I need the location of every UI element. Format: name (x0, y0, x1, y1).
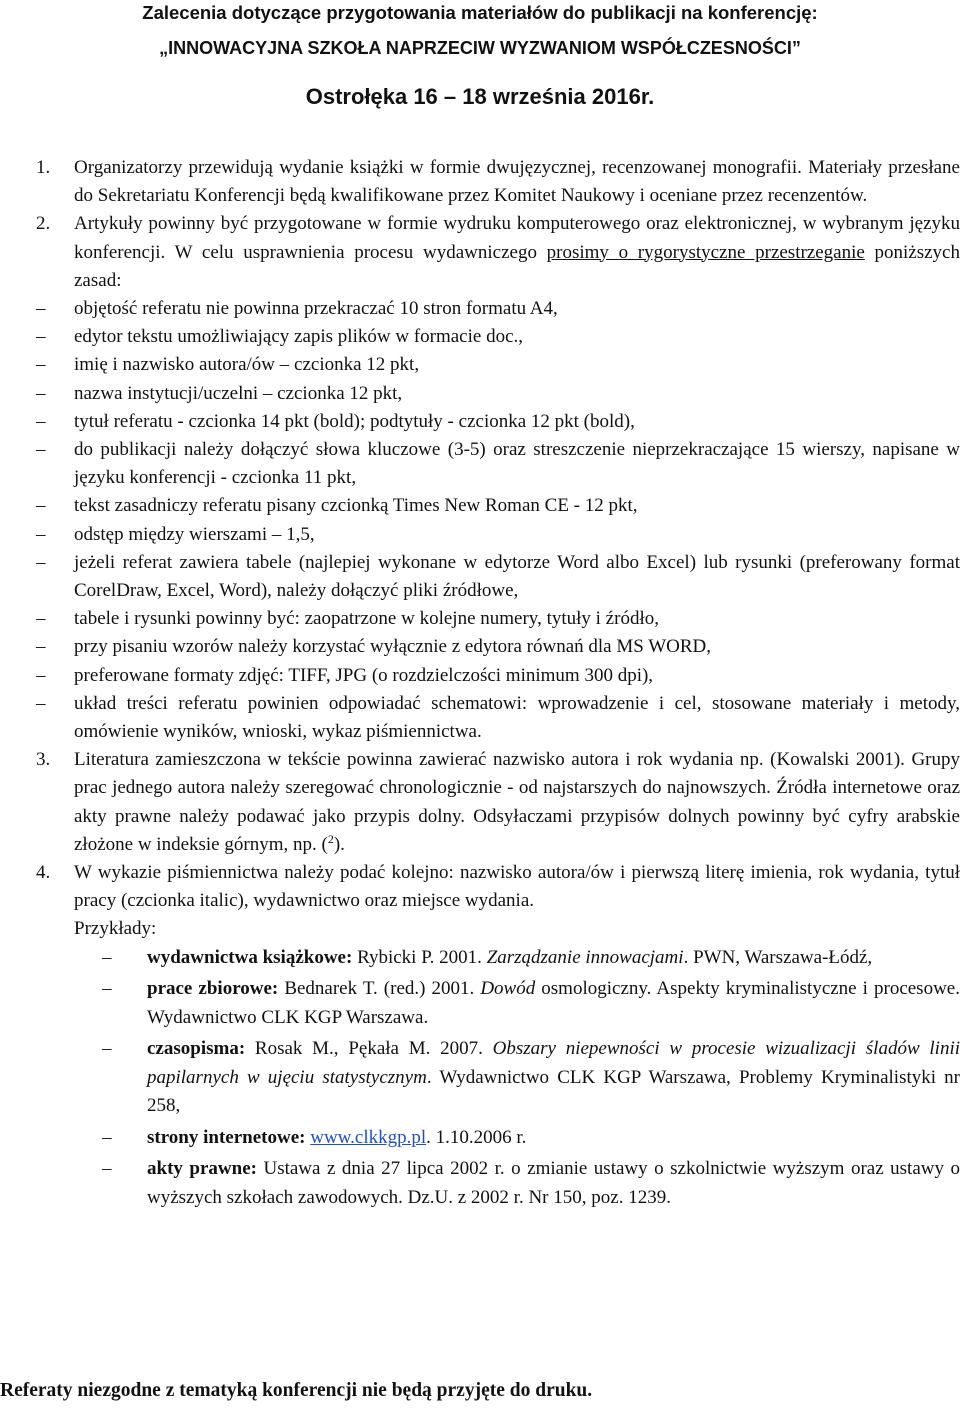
dash-bullet: – (36, 664, 46, 686)
example-text: osmologiczny. Aspekty kryminalistyczne i procesowe. Wydawnictwo CLK KGP Warszawa. (147, 978, 960, 1028)
rule-text: odstęp między wierszami – 1,5, (74, 523, 315, 545)
example-text: . 1.10.2006 r. (426, 1126, 527, 1148)
example-label: wydawnictwa książkowe: (147, 946, 353, 968)
rule-text: układ treści referatu powinien odpowiadać schematowi: wprowadzenie i cel, stosowane materiały i metody, omówienie wyników, wnioski, wykaz piśmiennictwa. (74, 692, 960, 743)
rule-item (36, 323, 960, 351)
rule-text: objętość referatu nie powinna przekraczać 10 stron formatu A4, (74, 298, 558, 320)
guideline-item-2 (36, 210, 960, 295)
bibliography-examples (74, 944, 960, 1213)
header-title: Zalecenia dotyczące przygotowania materiałów do publikacji na konferencję: (142, 2, 818, 23)
rule-item (36, 380, 960, 408)
dash-bullet: – (102, 1038, 112, 1060)
dash-bullet: – (36, 298, 46, 320)
example-journals (74, 1035, 960, 1121)
item-number: 1. (36, 157, 51, 178)
example-text: Rybicki P. 2001. (352, 946, 487, 968)
dash-bullet: – (36, 551, 46, 573)
rule-item (36, 605, 960, 633)
example-text: . PWN, Warszawa-Łódź, (683, 946, 873, 968)
item-text: poniższych zasad: (74, 241, 960, 291)
item-number: 3. (36, 749, 51, 771)
guidelines-content (36, 154, 960, 1215)
rule-text: tytuł referatu - czcionka 14 pkt (bold); podtytuły - czcionka 12 pkt (bold), (74, 410, 635, 432)
rule-item (36, 295, 960, 323)
rule-item (36, 662, 960, 690)
dash-bullet: – (36, 692, 46, 714)
dash-bullet: – (36, 636, 46, 658)
example-title: Obszary niepewności w procesie wizualizacji śladów linii papilarnych w ujęciu statystycznym (147, 1038, 960, 1088)
footer-notice: Referaty niezgodne z tematyką konferencji nie będą przyjęte do druku. (0, 1380, 593, 1401)
example-collective (74, 975, 960, 1032)
rule-text: nazwa instytucji/uczelni – czcionka 12 pkt, (74, 382, 403, 404)
rule-item (36, 351, 960, 379)
examples-label: Przykłady: (74, 918, 157, 940)
rule-item (36, 436, 960, 492)
rule-item (36, 521, 960, 549)
dash-bullet: – (36, 495, 46, 517)
rule-text: do publikacji należy dołączyć słowa kluczowe (3-5) oraz streszczenie nieprzekraczające 15 wierszy, napisane w języku konferencji - czcionka 11 pkt, (74, 439, 960, 489)
example-text: . Wydawnictwo CLK KGP Warszawa, Problemy Kryminalistyki nr 258, (147, 1066, 960, 1117)
rule-text: tabele i rysunki powinny być: zaopatrzone w kolejne numery, tytuły i źródło, (74, 608, 659, 630)
guideline-item-4 (36, 859, 960, 944)
item-text: Literatura zamieszczona w tekście powinna zawierać nazwisko autora i rok wydania np. (Kowalski 2001). Grupy prac jednego autora należy szeregować chronologicznie - od najstarszych do najnowszych. Źródła internetowe oraz akty prawne należy podawać jako przypis dolny. Odsyłaczami przypisów dolnych powinny być cyfry arabskie złożone w indeksie górnym, np. ( (74, 749, 960, 855)
example-legal (74, 1155, 960, 1212)
example-label: akty prawne: (147, 1158, 257, 1180)
rule-item (36, 408, 960, 436)
item-text: Artykuły powinny być przygotowane w formie wydruku komputerowego oraz elektronicznej, w wybranym języku konferencji. W celu usprawnienia procesu wydawniczego (74, 213, 960, 263)
example-title: Zarządzanie innowacjami (486, 946, 684, 968)
rule-item (36, 549, 960, 605)
rule-text: przy pisaniu wzorów należy korzystać wyłącznie z edytora równań dla MS WORD, (74, 636, 712, 658)
example-title: Dowód (480, 978, 536, 1000)
item-text: W wykazie piśmiennictwa należy podać kolejno: nazwisko autora/ów i pierwszą literę imienia, rok wydania, tytuł pracy (czcionka italic), wydawnictwo oraz miejsce wydania. (74, 862, 960, 912)
dash-bullet: – (36, 354, 46, 376)
dash-bullet: – (36, 326, 46, 348)
rule-text: imię i nazwisko autora/ów – czcionka 12 pkt, (74, 354, 420, 376)
item-number: 2. (36, 213, 51, 235)
example-label: prace zbiorowe: (147, 978, 279, 1000)
dash-bullet: – (102, 946, 112, 968)
rule-text: edytor tekstu umożliwiający zapis plików w formacie doc., (74, 326, 524, 348)
example-label: czasopisma: (147, 1038, 246, 1060)
dash-bullet: – (36, 382, 46, 404)
rule-item (36, 492, 960, 520)
item-number: 4. (36, 862, 51, 884)
conference-date-place: Ostrołęka 16 – 18 września 2016r. (305, 84, 655, 109)
website-link[interactable]: www.clkkgp.pl (310, 1126, 427, 1148)
dash-bullet: – (36, 410, 46, 432)
example-text: Bednarek T. (red.) 2001. (278, 978, 481, 1000)
rule-item (36, 690, 960, 746)
dash-bullet: – (36, 439, 46, 461)
item-text: ). (333, 833, 345, 855)
example-websites (74, 1124, 960, 1153)
rule-text: jeżeli referat zawiera tabele (najlepiej wykonane w edytorze Word albo Excel) lub rysunki (preferowany format CorelDraw, Excel, Word), należy dołączyć pliki źródłowe, (74, 551, 960, 602)
rule-item (36, 633, 960, 661)
rule-text: preferowane formaty zdjęć: TIFF, JPG (o rozdzielczości minimum 300 dpi), (74, 664, 654, 686)
example-text: Ustawa z dnia 27 lipca 2002 r. o zmianie ustawy o szkolnictwie wyższym oraz ustawy o wyższych szkołach zawodowych. Dz.U. z 2002 r. Nr 150, poz. 1239. (147, 1158, 960, 1208)
conference-name: „INNOWACYJNA SZKOŁA NAPRZECIW WYZWANIOM WSPÓŁCZESNOŚCI” (159, 38, 801, 58)
item-text: Organizatorzy przewidują wydanie książki w formie dwujęzycznej, recenzowanej monografii. Materiały przesłane do Sekretariatu Konferencji będą kwalifikowane przez Komitet Naukowy i oceniane przez recenzentów. (74, 157, 960, 207)
item-text-underlined: prosimy o rygorystyczne przestrzeganie (546, 241, 865, 263)
example-text: Rosak M., Pękała M. 2007. (245, 1038, 493, 1060)
rule-text: tekst zasadniczy referatu pisany czcionką Times New Roman CE - 12 pkt, (74, 495, 638, 517)
superscript-example: 2 (327, 831, 334, 846)
guideline-item-1 (36, 154, 960, 210)
dash-bullet: – (36, 608, 46, 630)
guideline-item-3 (36, 746, 960, 859)
dash-bullet: – (36, 523, 46, 545)
dash-bullet: – (102, 978, 112, 1000)
dash-bullet: – (102, 1158, 112, 1180)
formatting-rules-list (36, 295, 960, 746)
example-books (74, 944, 960, 973)
example-label: strony internetowe: (147, 1126, 306, 1148)
dash-bullet: – (102, 1126, 112, 1148)
